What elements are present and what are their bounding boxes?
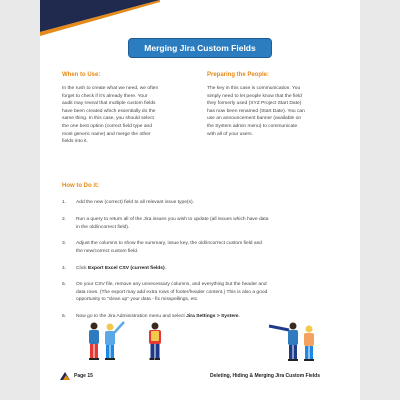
how-to-heading: How to Do it: (62, 183, 99, 189)
corner-decoration (40, 0, 160, 40)
footer-title: Deleting, Hiding & Merging Jira Custom Fields (210, 373, 321, 379)
person-with-backpack-illustration (140, 318, 170, 368)
when-to-use-text: In the rush to create what we need, we often forget to check if it's already there. Your audit may reveal that multiple custom fields have been created which essentially do the same thing. In this case, you should select the one best option (correct field type and most generic name) and merge the other fields into it. (62, 86, 159, 145)
when-to-use-heading: When to Use: (62, 72, 101, 78)
preparing-people-heading: Preparing the People: (207, 72, 270, 78)
page-title: Merging Jira Custom Fields (128, 38, 272, 58)
document-page: Merging Jira Custom Fields When to Use: In the rush to create what we need, we often forget to check if it's already there. Your audit may reveal that multiple custom fields have been created which essentially do the same thing. In this case, you should select the one best option (correct field type and most generic name) and merge the other fields into it. Preparing the People: The key in this case is communication. You simply need to let people know that the field they formerly used (XYZ Project Start Date) has now been renamed (Start Date). You can use an announcement banner (available on the System admin menu) to communicate with all of your users. How to Do it: 1. Add the new (correct) field to all relevant issue type(s). 2. Run a query to return all of the Jira issues you wish to update (all issues which have data in the old/incorrect field). 3. Adjust the columns to show the summary, issue key, the old/incorrect custom field and the new/correct custom field. 4. Click Export Excel CSV (current fields). 5. On your CSV file, remove any unnecessary columns, and everything but the header and data rows. (The export may add extra rows of footer/header content.) This is also a good opportunity to "clean up" your data - fix misspellings, etc. 6. Now go to the Jira Administration menu and select Jira Settings > System. Page 15 Deleting, Hiding & Merging Jira Custom Fields (40, 0, 360, 400)
footer-logo-icon (60, 372, 70, 380)
people-pointing-illustration (80, 318, 130, 368)
page-number: Page 15 (74, 373, 93, 379)
people-with-telescope-illustration (265, 318, 325, 368)
preparing-people-text: The key in this case is communication. You simply need to let people know that the field they formerly used (XYZ Project Start Date) has now been renamed (Start Date). You can use an announcement banner (available on the System admin menu) to communicate with all of your users. (207, 86, 305, 137)
